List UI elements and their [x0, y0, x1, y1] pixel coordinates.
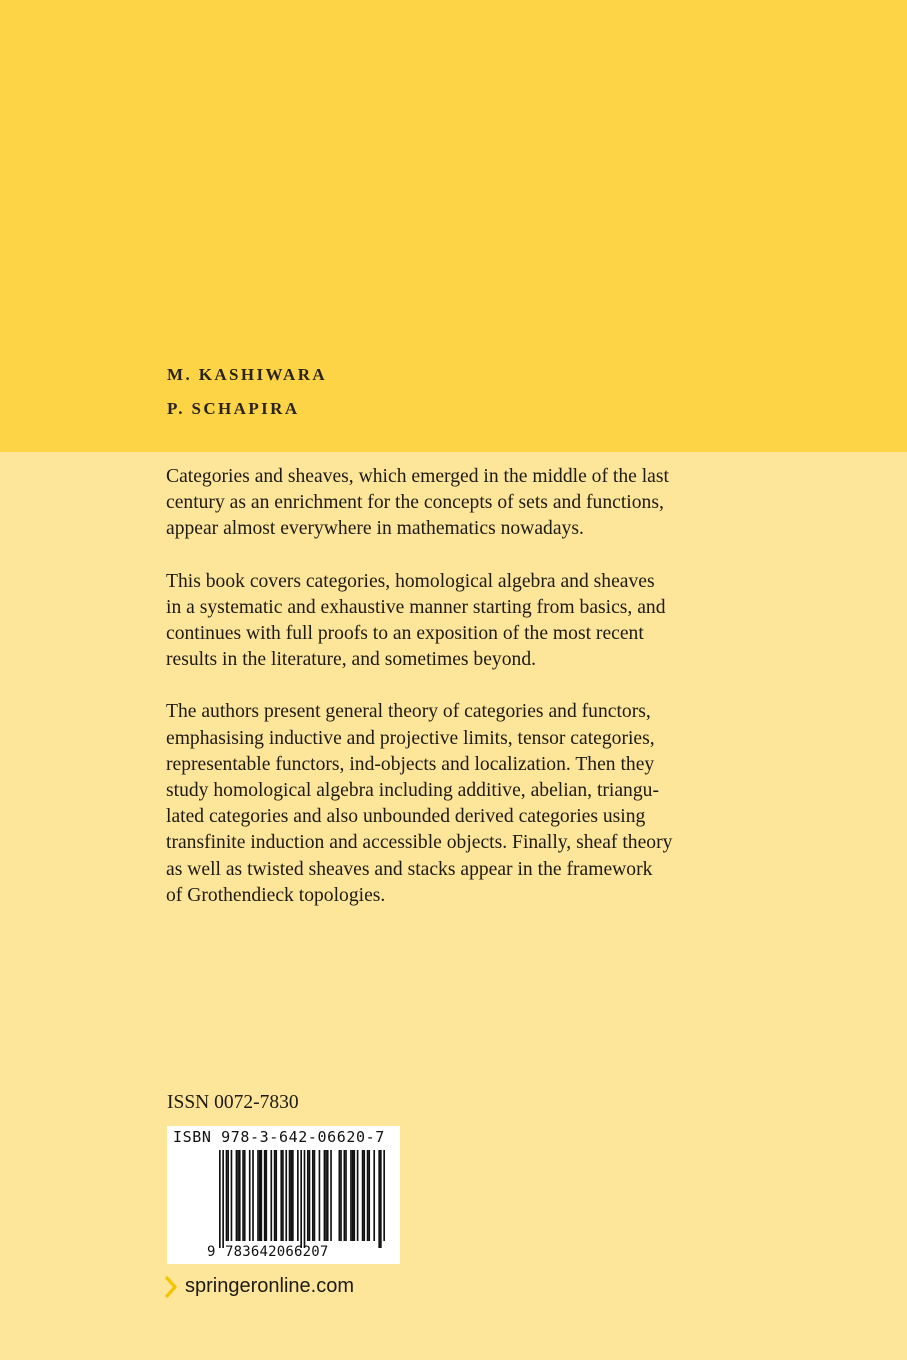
- barcode-bar: [236, 1150, 238, 1241]
- text-line: Categories and sheaves, which emerged in the middle of the last: [166, 466, 669, 487]
- barcode-bar: [261, 1150, 263, 1241]
- barcode-bar: [264, 1150, 266, 1241]
- barcode-bar: [330, 1150, 332, 1241]
- barcode-bar: [227, 1150, 229, 1241]
- isbn-barcode: [167, 1126, 400, 1264]
- barcode-bar: [226, 1150, 228, 1241]
- barcode-bar: [363, 1150, 365, 1241]
- barcode-bar: [307, 1150, 309, 1241]
- isbn-label: ISBN 978-3-642-06620-7: [173, 1128, 385, 1146]
- publisher-url: springeronline.com: [185, 1275, 354, 1297]
- barcode-bar: [339, 1150, 341, 1241]
- ean-digits: 783642066207: [225, 1244, 329, 1260]
- barcode-bar: [265, 1150, 267, 1241]
- description-paragraph: [166, 569, 726, 674]
- book-description: [166, 464, 726, 935]
- barcode-bar: [274, 1150, 276, 1241]
- description-paragraph: [166, 699, 726, 909]
- barcode-bar: [383, 1150, 385, 1241]
- barcode-bar: [289, 1150, 291, 1241]
- barcode-bar: [231, 1150, 233, 1241]
- barcode-bar: [373, 1150, 375, 1241]
- barcode-bar: [350, 1150, 352, 1241]
- barcode-bar: [325, 1150, 327, 1241]
- barcode-bar: [275, 1150, 277, 1241]
- author-list: [167, 358, 327, 426]
- barcode-bar: [257, 1150, 259, 1241]
- text-line: results in the literature, and sometimes beyond.: [166, 649, 537, 671]
- text-line: appear almost everywhere in mathematics nowadays.: [166, 518, 584, 540]
- text-line: emphasising inductive and projective limits, tensor categories,: [166, 727, 655, 749]
- barcode-bar: [300, 1150, 302, 1248]
- barcode-bar: [242, 1150, 244, 1241]
- barcode-bar: [239, 1150, 241, 1241]
- barcode-bar: [249, 1150, 251, 1241]
- chevron-right-icon: [165, 1276, 177, 1298]
- barcode-bar: [244, 1150, 246, 1241]
- barcode-bar: [314, 1150, 316, 1241]
- text-line: continues with full proofs to an exposition of the most recent: [166, 623, 644, 645]
- barcode-bar: [290, 1150, 292, 1241]
- barcode-bar: [345, 1150, 347, 1241]
- text-line: lated categories and also unbounded derived categories using: [166, 806, 646, 828]
- top-color-band: [0, 0, 907, 452]
- barcode-bar: [368, 1150, 370, 1241]
- barcode-bar: [285, 1150, 287, 1241]
- text-line: in a systematic and exhaustive manner starting from basics, and: [166, 596, 666, 618]
- text-line: transfinite induction and accessible objects. Finally, sheaf theory: [166, 832, 673, 854]
- text-line: as well as twisted sheaves and stacks appear in the framework: [166, 858, 653, 880]
- author-name: M. KASHIWARA: [167, 365, 328, 384]
- barcode-bar: [340, 1150, 342, 1241]
- text-line: century as an enrichment for the concepts of sets and functions,: [166, 492, 664, 514]
- barcode-bar: [327, 1150, 329, 1241]
- barcode-bar: [219, 1150, 221, 1248]
- text-line: This book covers categories, homological algebra and sheaves: [166, 570, 655, 592]
- description-paragraph: [166, 464, 726, 543]
- barcode-bar: [324, 1150, 326, 1241]
- barcode-bar: [237, 1150, 239, 1241]
- author-name: P. SCHAPIRA: [167, 399, 300, 418]
- barcode-bar: [259, 1150, 261, 1241]
- barcode-bar: [252, 1150, 254, 1241]
- barcode-bar: [304, 1150, 306, 1248]
- barcode-bar: [297, 1150, 299, 1241]
- barcode-bar: [357, 1150, 359, 1241]
- barcode-bar: [344, 1150, 346, 1241]
- barcode-bar: [309, 1150, 311, 1241]
- barcode-bar: [222, 1150, 224, 1248]
- barcode-bar: [353, 1150, 355, 1241]
- text-line: The authors present general theory of categories and functors,: [166, 701, 651, 723]
- barcode-bar: [282, 1150, 284, 1241]
- barcode-bar: [352, 1150, 354, 1241]
- issn-number: ISSN 0072-7830: [167, 1092, 299, 1113]
- barcode-bar: [319, 1150, 321, 1241]
- text-line: representable functors, ind-objects and localization. Then they: [166, 753, 655, 775]
- publisher-link[interactable]: [165, 1275, 354, 1298]
- barcode-bar: [292, 1150, 294, 1241]
- barcode-bar: [270, 1150, 272, 1241]
- barcode-bar: [380, 1150, 382, 1248]
- ean-first-digit: 9: [207, 1244, 216, 1260]
- barcode-bar: [280, 1150, 282, 1241]
- text-line: study homological algebra including additive, abelian, triangu-: [166, 780, 659, 802]
- barcode-bar: [312, 1150, 314, 1241]
- barcode-bar: [378, 1150, 380, 1248]
- barcode-bar: [362, 1150, 364, 1241]
- text-line: of Grothendieck topologies.: [166, 884, 386, 906]
- barcode-bar: [367, 1150, 369, 1241]
